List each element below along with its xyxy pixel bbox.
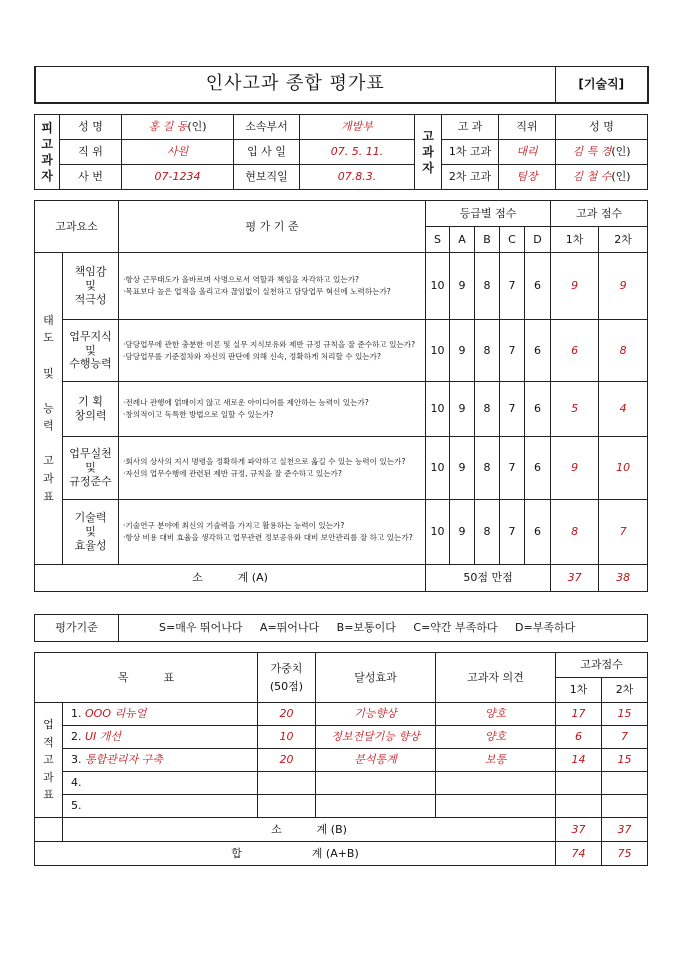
grade-s: S	[426, 227, 450, 253]
post-date-key: 현보직일	[234, 165, 300, 190]
goal-score-2: 15	[602, 749, 648, 772]
point-d: 6	[525, 437, 551, 500]
join-date-value: 07. 5. 11.	[300, 140, 415, 165]
score-1: 5	[551, 382, 599, 437]
grade-d: D	[525, 227, 551, 253]
legend-table	[34, 614, 648, 642]
rater2-name-value: 김 철 수	[572, 170, 612, 184]
criteria-cell	[119, 253, 426, 320]
rater1-seal: (인)	[611, 145, 631, 159]
goal-score-2	[602, 795, 648, 818]
rater-head-name: 성 명	[556, 115, 648, 140]
goal-effect: 정보전달기능 향상	[316, 726, 436, 749]
position-value: 사원	[122, 140, 234, 165]
goal-weight: 10	[258, 726, 316, 749]
goal-effect	[316, 772, 436, 795]
grade-header: 등급별 점수	[426, 201, 551, 227]
point-b: 8	[475, 500, 500, 565]
position-key: 직 위	[60, 140, 122, 165]
goal-effect: 분석통계	[316, 749, 436, 772]
goal-opinion: 보통	[436, 749, 556, 772]
score-1: 9	[551, 437, 599, 500]
name-key: 성 명	[60, 115, 122, 140]
goal-score-2	[602, 772, 648, 795]
point-c: 7	[500, 253, 525, 320]
goal-order-2: 2차	[602, 678, 648, 703]
goal-score-1: 6	[556, 726, 602, 749]
point-c: 7	[500, 437, 525, 500]
point-d: 6	[525, 500, 551, 565]
dept-key: 소속부서	[234, 115, 300, 140]
post-date-value: 07.8.3.	[300, 165, 415, 190]
goals-table	[34, 652, 648, 866]
point-s: 10	[426, 382, 450, 437]
point-a: 9	[450, 382, 475, 437]
element-name: 기술력 및 효율성	[63, 500, 119, 565]
score-2: 10	[599, 437, 648, 500]
point-c: 7	[500, 382, 525, 437]
total-score-1: 74	[556, 842, 602, 866]
score-2: 8	[599, 320, 648, 382]
order-2: 2차	[599, 227, 648, 253]
goal-num: 2.	[71, 730, 82, 744]
criteria-line: ·항상 비용 대비 효율을 생각하고 업무관련 정보공유와 대비 보안관리를 잘 하고 있는가?	[123, 533, 413, 542]
grade-a: A	[450, 227, 475, 253]
goal-weight	[258, 772, 316, 795]
point-c: 7	[500, 320, 525, 382]
goal-num: 1.	[71, 707, 82, 721]
rater2-seal: (인)	[611, 170, 631, 184]
goal-item	[63, 795, 258, 818]
criteria-cell	[119, 500, 426, 565]
goal-weight: 20	[258, 749, 316, 772]
weight-header: 가중치 (50점)	[258, 653, 316, 703]
point-d: 6	[525, 382, 551, 437]
point-c: 7	[500, 500, 525, 565]
rater1-order: 1차 고과	[442, 140, 499, 165]
order-1: 1차	[551, 227, 599, 253]
goal-weight: 20	[258, 703, 316, 726]
score-2: 9	[599, 253, 648, 320]
subtotal-a-score-2: 38	[599, 565, 648, 592]
ratee-name-value: 홍 길 동	[148, 120, 188, 134]
goal-score-header: 고과점수	[556, 653, 648, 678]
ratee-name	[122, 115, 234, 140]
subtotal-b-label: 소 계 (B)	[63, 818, 556, 842]
ratee-label: 피 고 과 자	[35, 115, 60, 190]
point-a: 9	[450, 320, 475, 382]
total-label: 합 계 (A+B)	[35, 842, 556, 866]
goal-score-1	[556, 795, 602, 818]
criteria-cell	[119, 320, 426, 382]
criteria-line: ·담당업무를 기준절차와 자신의 판단에 의해 신속, 정확하게 처리할 수 있는가?	[123, 351, 381, 361]
goal-num: 3.	[71, 753, 82, 767]
score-1: 8	[551, 500, 599, 565]
effect-header: 달성효과	[316, 653, 436, 703]
rater2-name	[556, 165, 648, 190]
eval-table	[34, 200, 648, 592]
score-1: 6	[551, 320, 599, 382]
rater-head-title: 직위	[499, 115, 556, 140]
performance-group-label: 업 적 고 과 표	[35, 703, 63, 818]
goal-score-1: 17	[556, 703, 602, 726]
criteria-cell	[119, 382, 426, 437]
goal-opinion: 양호	[436, 726, 556, 749]
goal-item	[63, 772, 258, 795]
goal-effect: 기능향상	[316, 703, 436, 726]
element-header: 고과요소	[35, 201, 119, 253]
criteria-line: ·목표보다 높은 업적을 올리고자 끊임없이 실천하고 담당업무 혁신에 노력하는가?	[123, 287, 391, 296]
point-a: 9	[450, 253, 475, 320]
criteria-line: ·항상 근무태도가 올바르며 사명으로서 역할과 책임을 자각하고 있는가?	[123, 275, 360, 285]
total-score-2: 75	[602, 842, 648, 866]
point-b: 8	[475, 437, 500, 500]
point-s: 10	[426, 500, 450, 565]
goal-opinion: 양호	[436, 703, 556, 726]
goal-text: UI 개선	[85, 730, 122, 744]
goal-item	[63, 726, 258, 749]
job-type-tag: [기술직]	[555, 67, 648, 103]
point-a: 9	[450, 437, 475, 500]
goal-item	[63, 703, 258, 726]
legend-label: 평가기준	[35, 615, 119, 642]
element-name: 업무지식 및 수행능력	[63, 320, 119, 382]
criteria-line: ·담당업무에 관한 충분한 이론 및 실무 지식보유와 제반 규정 규칙을 잘 준수하고 있는가?	[123, 339, 416, 349]
point-s: 10	[426, 253, 450, 320]
rater1-name	[556, 140, 648, 165]
legend-text: S=매우 뛰어나다 A=뛰어나다 B=보통이다 C=약간 부족하다 D=부족하다	[119, 615, 648, 642]
page-title: 인사고과 종합 평가표	[35, 67, 555, 103]
subtotal-b-score-1: 37	[556, 818, 602, 842]
criteria-line: ·기술연구 분야에 최신의 기술력을 가지고 활용하는 능력이 있는가?	[123, 521, 345, 531]
goal-effect	[316, 795, 436, 818]
score-2: 4	[599, 382, 648, 437]
rater-head-order: 고 과	[442, 115, 499, 140]
criteria-line: ·자신의 업무수행에 관련된 제반 규정, 규칙을 잘 준수하고 있는가?	[123, 469, 342, 478]
score-header: 고과 점수	[551, 201, 648, 227]
subtotal-a-max: 50점 만점	[426, 565, 551, 592]
goal-score-1: 14	[556, 749, 602, 772]
point-d: 6	[525, 320, 551, 382]
rater2-title: 팀장	[499, 165, 556, 190]
criteria-line: ·회사의 상사의 지시 명령을 정확하게 파악하고 실천으로 옮길 수 있는 능력이 있는가?	[123, 457, 406, 467]
goal-score-2: 7	[602, 726, 648, 749]
criteria-header: 평 가 기 준	[119, 201, 426, 253]
score-2: 7	[599, 500, 648, 565]
point-b: 8	[475, 253, 500, 320]
score-1: 9	[551, 253, 599, 320]
goal-num: 5.	[71, 799, 82, 813]
criteria-line: ·전례나 관행에 얽매이지 않고 새로운 아이디어를 제안하는 능력이 있는가?	[123, 398, 369, 408]
subtotal-a-label: 소 계 (A)	[35, 565, 426, 592]
point-b: 8	[475, 382, 500, 437]
point-d: 6	[525, 253, 551, 320]
criteria-cell	[119, 437, 426, 500]
grade-c: C	[500, 227, 525, 253]
goal-opinion	[436, 772, 556, 795]
element-name: 업무실천 및 규정준수	[63, 437, 119, 500]
goal-num: 4.	[71, 776, 82, 790]
emp-no-value: 07-1234	[122, 165, 234, 190]
grade-b: B	[475, 227, 500, 253]
dept-value: 개발부	[300, 115, 415, 140]
attitude-group-label: 태 도 및 능 력 고 과 표	[35, 253, 63, 565]
info-table	[34, 114, 648, 190]
subtotal-a-score-1: 37	[551, 565, 599, 592]
subtotal-b-spacer	[35, 818, 63, 842]
join-date-key: 입 사 일	[234, 140, 300, 165]
goal-text: 통합관리자 구축	[85, 753, 163, 767]
element-name: 책임감 및 적극성	[63, 253, 119, 320]
goal-weight	[258, 795, 316, 818]
rater-label: 고 과 자	[415, 115, 442, 190]
opinion-header: 고과자 의견	[436, 653, 556, 703]
rater1-title: 대리	[499, 140, 556, 165]
emp-no-key: 사 번	[60, 165, 122, 190]
element-name: 기 획 창의력	[63, 382, 119, 437]
goal-opinion	[436, 795, 556, 818]
criteria-line: ·창의적이고 독특한 방법으로 일할 수 있는가?	[123, 410, 274, 419]
title-table	[34, 66, 649, 104]
goal-score-2: 15	[602, 703, 648, 726]
subtotal-b-score-2: 37	[602, 818, 648, 842]
goal-order-1: 1차	[556, 678, 602, 703]
goal-item	[63, 749, 258, 772]
goal-header: 목 표	[35, 653, 258, 703]
rater1-name-value: 김 특 경	[572, 145, 612, 159]
rater2-order: 2차 고과	[442, 165, 499, 190]
point-b: 8	[475, 320, 500, 382]
ratee-seal: (인)	[187, 120, 207, 134]
goal-text: OOO 리뉴얼	[85, 707, 147, 721]
goal-score-1	[556, 772, 602, 795]
point-s: 10	[426, 437, 450, 500]
point-s: 10	[426, 320, 450, 382]
point-a: 9	[450, 500, 475, 565]
